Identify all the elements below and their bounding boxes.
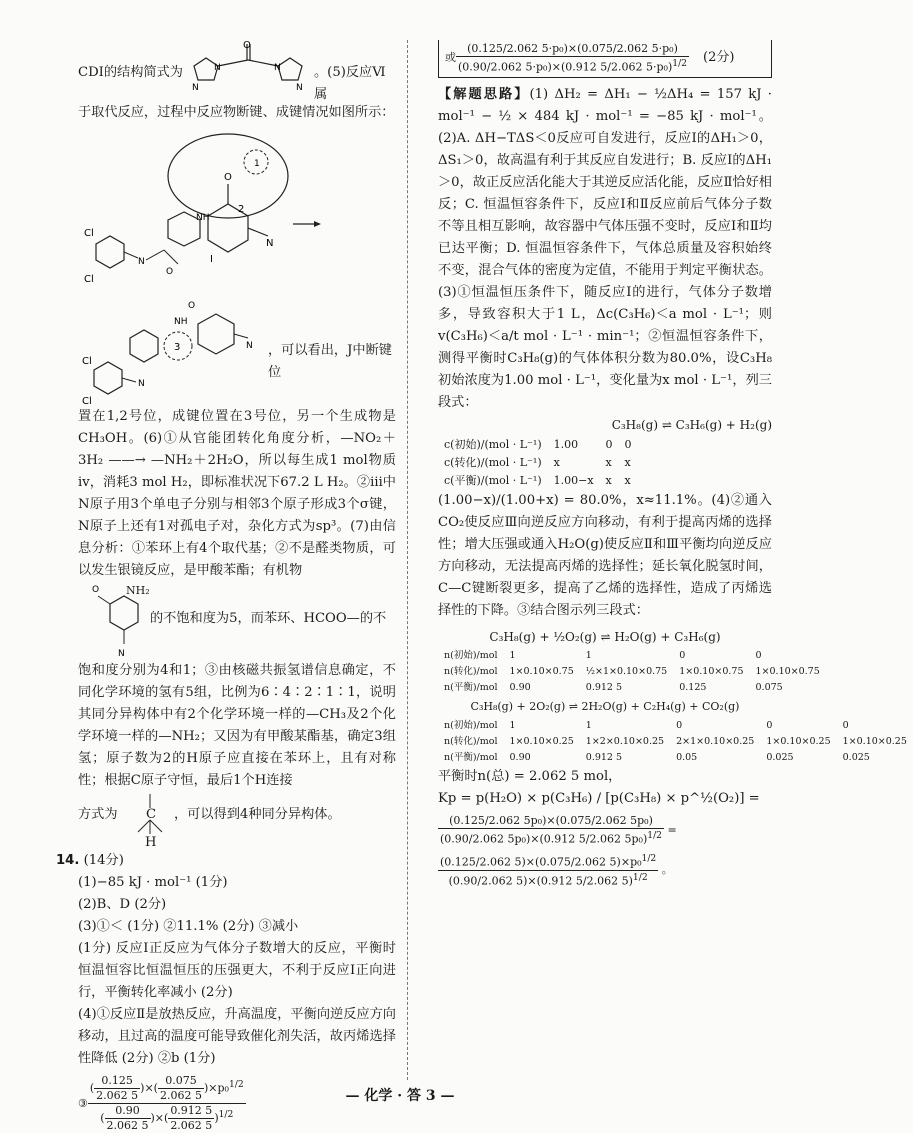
question-score: (14分): [83, 853, 124, 868]
t1-cell: x: [605, 473, 612, 487]
reaction-vi-text: 。(5)反应Ⅵ属: [314, 65, 386, 102]
cdi-text: CDI的结构简式为: [78, 65, 183, 80]
frac-d3: 2.062 5: [106, 1119, 149, 1132]
svg-text:O: O: [224, 172, 232, 183]
t2-row: [438, 648, 826, 664]
svg-text:O: O: [188, 301, 196, 311]
svg-text:N: N: [274, 63, 281, 73]
alt-d3: 2.062 5: [490, 60, 533, 74]
question-number: 14.: [56, 853, 80, 868]
unsaturation-text: 的不饱和度为5，而苯环、HCOO—的不: [150, 611, 387, 626]
alt-n1: 0.125: [471, 42, 503, 55]
t3-cell: 0.025: [842, 751, 870, 763]
svg-text:NH: NH: [174, 317, 188, 327]
paragraph-nmr: 饱和度分别为4和1；③由核磁共振氢谱信息确定，不同化学环境的氢有5组，比例为6∶4∶2∶1∶1，说明其同分异构体中有2个化学环境一样的—CH₃及2个化学环境一样的—NH₂；又因为有甲酸某酯基，确定3组氢；原子数为2的H原子应直接在苯环上，且有对称性；根据C原子守恒，最后1个H连接: [78, 663, 396, 788]
svg-text:NH: NH: [196, 213, 210, 223]
k1-d2: 2.062 5: [595, 813, 638, 827]
solution-text-1: (1) ΔH₂ = ΔH₁ − ½ΔH₄ = 157 kJ · mol⁻¹ − ½ × 484 kJ · mol⁻¹ = −85 kJ · mol⁻¹。(2)A. ΔH−TΔS＜0反应可自发进行，反应Ⅰ的ΔH₁＞0，ΔS₁＞0，故高温有利于其反应自发进行；B. 反应Ⅰ的ΔH₁＞0，故正反应活化能大于其逆反应活化能，反应Ⅱ恰好相反；C. 恒温恒容条件下，反应Ⅰ和Ⅱ反应前后气体分子数不等且相互影响，故容器中气体压强不变时，反应Ⅰ和Ⅱ均已达平衡；D. 恒温恒容条件下，气体总质量及容积始终不变，混合气体的密度为定值，不能用于判定平衡状态。(3)①恒温恒压条件下，随反应Ⅰ的进行，气体分子数增多，导致容积大于1 L，Δc(C₃H₆)＜a mol · L⁻¹；则v(C₃H₆)＜a/t mol · L⁻¹ · min⁻¹；②恒温恒容条件下，测得平衡时C₃H₈(g)的气体体积分数为80.0%，设C₃H₈初始浓度为1.00 mol · L⁻¹，变化量为x mol · L⁻¹，列三段式：: [438, 86, 772, 410]
frac-d2: 2.062 5: [159, 1089, 202, 1102]
total-moles: 平衡时n(总) = 2.062 5 mol，: [438, 768, 622, 784]
label-i: I: [210, 254, 213, 265]
h-linkage-row: [78, 792, 396, 850]
t1-cell: c(转化)/(mol · L⁻¹): [444, 455, 542, 469]
svg-text:N: N: [192, 83, 199, 93]
t3-cell: n(平衡)/mol: [444, 751, 498, 763]
svg-text:N: N: [246, 341, 253, 351]
t3-cell: 0: [842, 719, 849, 731]
t2-cell: 1×0.10×0.75: [755, 665, 820, 677]
k2-d3: 2.062 5: [481, 874, 524, 888]
frac-d1: 2.062 5: [96, 1089, 139, 1102]
t2-row: [438, 680, 826, 696]
alt-kp-fraction: $\frac{\text{(0.125/2.062 5·p₀)×(0.075/2.062 5·p₀)}}{(0.90/2.062 5\cdot p_0)\times(0.912 5/2.062 5\cdot p_0)^{1/2}}$: [458, 42, 687, 74]
answer-1: (1)−85 kJ · mol⁻¹ (1分): [78, 875, 228, 890]
kp-fraction: ( $\frac{0.125}{2.062 5}$ )×( $\frac{0.075}{2.062 5}$ )×p₀$^{1/2}$ ( $\frac{0.90}{2.062 5}$ )×( $\frac{0.912 5}{2.062 5}$ )$^{1/2}$: [89, 1074, 244, 1132]
isomer-count-text: ，可以得到4种同分异构体。: [174, 807, 341, 822]
t2-cell: 1: [509, 649, 516, 661]
svg-text:N: N: [214, 63, 221, 73]
t3-row: [438, 750, 913, 766]
alt-p0c: p₀: [536, 60, 548, 74]
alt-n3: 0.90: [462, 60, 487, 74]
k1-n3: 0.90: [444, 832, 469, 846]
t3-row: [438, 734, 913, 750]
nh2-label: NH₂: [126, 584, 150, 597]
t2-cell: 0: [679, 649, 686, 661]
three-stage-table-3: [438, 718, 913, 766]
table3-header: C₃H₈(g) + 2O₂(g) ⇌ 2H₂O(g) + C₂H₄(g) + CO₂(g): [470, 699, 740, 713]
alt-d4: 2.062 5: [611, 60, 653, 74]
cdi-structure-icon: [184, 40, 312, 102]
right-column: [438, 40, 907, 889]
three-stage-table-1: [438, 436, 638, 490]
k1-half: 1/2: [647, 829, 662, 841]
bond-position-text: ，可以看出，J中断键位: [268, 343, 392, 380]
alt-d2: 2.062 5: [616, 42, 659, 55]
svg-text:Cl: Cl: [82, 356, 92, 367]
t3-cell: 0: [766, 719, 773, 731]
alt-p0d: p₀: [656, 60, 668, 74]
t1-cell: 1.00: [553, 437, 579, 451]
alt-n4: 0.912 5: [565, 60, 608, 74]
t2-cell: 0: [755, 649, 762, 661]
k1-p0a: p₀: [530, 813, 543, 827]
t1-cell: 1.00−x: [553, 473, 594, 487]
half-exp-2: 1/2: [218, 1108, 234, 1120]
t2-cell: 1: [585, 649, 592, 661]
k2-n2: 0.075: [539, 855, 571, 869]
svg-text:Cl: Cl: [84, 228, 94, 239]
or-label: 或: [445, 51, 456, 65]
half-exp: 1/2: [228, 1078, 244, 1090]
kp-final-fraction-2: $\frac{(0.125/2.062 5)\times(0.075/2.062 5)\times p_0^{1/2}}{(0.90/2.062 5)\times(0.912 5/2.062 5)^{1/2}}$: [440, 853, 657, 888]
answer-2: (2)B、D (2分): [78, 897, 167, 912]
t3-cell: 0.912 5: [585, 751, 623, 763]
svg-text:N: N: [266, 238, 274, 249]
equals-sign: =: [667, 822, 677, 836]
kp-expression: Kp = p(H₂O) × p(C₃H₆) / [p(C₃H₈) × p^½(O₂)] =: [438, 790, 760, 806]
kp-final: [438, 814, 772, 889]
k1-p0c: p₀: [514, 832, 526, 846]
k2-n1: 0.125: [444, 855, 476, 869]
t3-cell: 1×0.10×0.25: [842, 735, 907, 747]
t2-cell: n(平衡)/mol: [444, 681, 498, 693]
k2-half: 1/2: [641, 853, 657, 865]
molecule-product-icon: [78, 294, 266, 406]
k1-d4: 2.062 5: [589, 832, 632, 846]
k1-n4: 0.912 5: [543, 832, 586, 846]
t3-cell: 1: [509, 719, 516, 731]
t1-cell: x: [605, 455, 612, 469]
t3-cell: n(转化)/mol: [444, 735, 498, 747]
t2-cell: n(初始)/mol: [444, 649, 498, 661]
k2-d2: 2.062 5: [574, 855, 617, 869]
k2-n3: 0.90: [452, 874, 478, 888]
table2-header: C₃H₈(g) + ½O₂(g) ⇌ H₂O(g) + C₃H₆(g): [489, 629, 721, 644]
t3-cell: 1×0.10×0.25: [509, 735, 574, 747]
t2-cell: 0.075: [755, 681, 783, 693]
t3-cell: n(初始)/mol: [444, 719, 498, 731]
alt-p0b: p₀: [662, 42, 674, 55]
answer-3-detail: (1分) 反应Ⅰ正反应为气体分子数增大的反应，平衡时恒温恒容比恒温恒压的压强更大，不利于反应Ⅰ正向进行，平衡转化率减小 (2分): [78, 941, 396, 1000]
k2-p0: p₀: [630, 855, 642, 869]
t3-cell: 0: [676, 719, 683, 731]
k2-n4: 0.912 5: [540, 874, 583, 888]
left-column: [56, 40, 396, 1133]
p0-sym: p₀: [217, 1081, 229, 1095]
t2-cell: 0.912 5: [585, 681, 623, 693]
t1-cell: x: [624, 473, 631, 487]
svg-text:O: O: [92, 585, 100, 595]
t1-row: [438, 454, 638, 472]
frac-n3: 0.90: [105, 1104, 151, 1119]
molecule-row-2: [78, 294, 396, 406]
k1-n1: 0.125: [453, 813, 485, 827]
t1-row: [438, 472, 638, 490]
page-footer: — 化学 · 答 3 —: [345, 1088, 455, 1104]
svg-text:Cl: Cl: [84, 274, 94, 285]
alt-n2: 0.075: [581, 42, 613, 55]
answer-4-circle: ③: [78, 1096, 88, 1110]
t1-cell: c(初始)/(mol · L⁻¹): [444, 437, 542, 451]
t2-cell: 1×0.10×0.75: [509, 665, 574, 677]
t3-row: [438, 718, 913, 734]
three-stage-table-2: [438, 648, 826, 696]
k1-d1: 2.062 5: [488, 813, 531, 827]
kp-final-fraction-1: $\frac{\text{(0.125/2.062 5p₀)×(0.075/2.062 5p₀)}}{(0.90/2.062 5p_0)\times(0.912 5/2.062 5p_0)^{1/2}}$: [440, 813, 662, 846]
question-14-header: [56, 850, 396, 872]
k1-p0b: p₀: [637, 813, 649, 827]
svg-text:3: 3: [174, 342, 181, 353]
t3-cell: 1: [585, 719, 592, 731]
svg-text:1: 1: [254, 159, 260, 169]
t2-cell: ½×1×0.10×0.75: [585, 665, 668, 677]
t1-cell: x: [553, 455, 560, 469]
svg-text:N: N: [118, 649, 125, 659]
period-mark: 。: [661, 863, 673, 877]
frac-n2: 0.075: [158, 1074, 204, 1089]
k1-p0d: p₀: [631, 832, 643, 846]
t1-cell: x: [624, 455, 631, 469]
t2-cell: 0.125: [679, 681, 707, 693]
svg-text:O: O: [243, 40, 251, 51]
frac-d4: 2.062 5: [170, 1119, 213, 1132]
linkage-text: 方式为: [78, 807, 118, 822]
t3-cell: 1×0.10×0.25: [766, 735, 831, 747]
molecule-j-breaking-icon: [78, 124, 396, 294]
t1-cell: 0: [624, 437, 632, 451]
paragraph-analysis: 置在1,2号位，成键位置在3号位，另一个生成物是CH₃OH。(6)①从官能团转化角度分析，—NO₂＋3H₂ ——→ —NH₂＋2H₂O，所以每生成1 mol物质ⅳ，消耗3 mol H₂，即标准状况下67.2 L H₂。②ⅲ中N原子用3个单电子分别与相邻3个原子形成3个σ键，N原子上还有1对孤电子对，杂化方式为sp³。(7)由信息分析：①苯环上有4个取代基；②不是醛类物质，可以发生银镜反应，是甲酸苯酯；有机物: [78, 409, 396, 578]
t2-cell: n(转化)/mol: [444, 665, 498, 677]
t2-cell: 0.90: [509, 681, 531, 693]
cdi-line: [78, 40, 396, 102]
c-label: C: [146, 807, 157, 822]
solution-paragraph-1: [438, 84, 772, 414]
answer-3: (3)①＜ (1分) ②11.1% (2分) ③减小: [78, 919, 299, 934]
alt-p0a: p₀: [552, 42, 564, 55]
paragraph-bond-change: 于取代反应，过程中反应物断键、成键情况如图所示：: [78, 105, 395, 120]
t2-cell: 1×0.10×0.75: [679, 665, 744, 677]
t1-cell: 0: [605, 437, 613, 451]
svg-text:N: N: [296, 83, 303, 93]
k2-d1: 2.062 5: [479, 855, 522, 869]
k2-half-b: 1/2: [632, 871, 648, 883]
t1-row: [438, 436, 638, 454]
k2-d4: 2.062 5: [586, 874, 629, 888]
frac-n1: 0.125: [94, 1074, 140, 1089]
svg-text:N: N: [138, 379, 145, 389]
alt-d1: 2.062 5: [506, 42, 549, 55]
alt-answer-box: [438, 40, 772, 78]
svg-text:N: N: [138, 257, 145, 267]
t3-cell: 0.025: [766, 751, 794, 763]
svg-text:O: O: [166, 267, 174, 277]
k1-n2: 0.075: [559, 813, 592, 827]
solution-paragraph-2: (1.00−x)/(1.00+x) = 80.0%，x≈11.1%。(4)②通入CO₂使反应Ⅲ向逆反应方向移动，有利于提高丙烯的选择性；增大压强或通入H₂O(g)使反应Ⅱ和Ⅲ平衡均向逆反应方向移动，无法提高丙烯的选择性；延长氧化脱氢时间，C—C键断裂更多，提高了乙烯的选择性，造成了丙烯选择性的下降。③结合图示列三段式：: [438, 492, 772, 618]
k1-d3: 2.062 5: [472, 832, 515, 846]
t1-cell: c(平衡)/(mol · L⁻¹): [444, 473, 542, 487]
molecule-row-3: [78, 582, 396, 660]
h-label: H: [145, 835, 157, 850]
frac-n4: 0.912 5: [170, 1104, 213, 1117]
answer-4: (4)①反应Ⅱ是放热反应，升高温度，平衡向逆反应方向移动，且过高的温度可能导致催化剂失活，故丙烯选择性降低 (2分) ②b (1分): [78, 1007, 396, 1066]
t3-cell: 2×1×0.10×0.25: [676, 735, 755, 747]
t2-row: [438, 664, 826, 680]
column-divider: [407, 40, 408, 1080]
svg-text:2: 2: [238, 204, 245, 215]
table1-header: C₃H₈(g) ⇌ C₃H₆(g) + H₂(g): [611, 417, 772, 432]
svg-text:Cl: Cl: [82, 396, 92, 407]
alt-half: 1/2: [672, 58, 687, 69]
t3-cell: 0.05: [676, 751, 698, 763]
solution-tag: 【解题思路】: [438, 86, 530, 102]
alt-score: (2分): [703, 50, 735, 66]
t3-cell: 1×2×0.10×0.25: [585, 735, 665, 747]
t3-cell: 0.90: [509, 751, 531, 763]
